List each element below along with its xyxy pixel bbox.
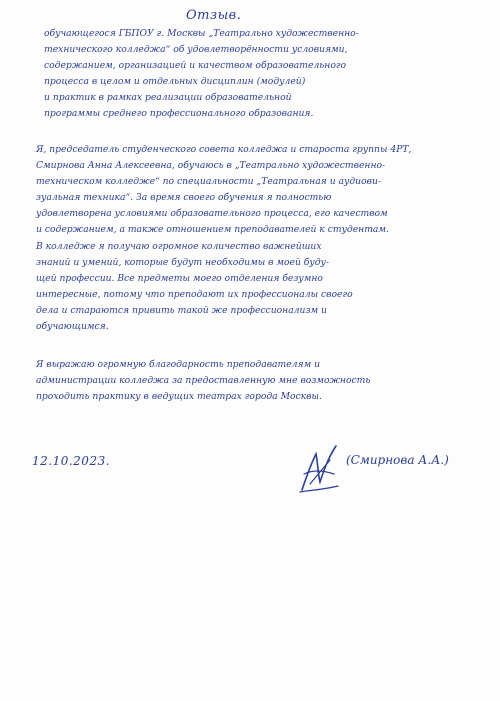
text-line: дела и стараются привить такой же профессионализм и	[36, 304, 327, 316]
text-line: щей профессии. Все предметы моего отделения безумно	[36, 272, 323, 284]
text-line: администрации колледжа за предоставленную мне возможность	[36, 375, 371, 387]
text-line: зуальная техника“. За время своего обучения я полностью	[36, 192, 332, 204]
text-line: процесса в целом и отдельных дисциплин (модулей)	[44, 76, 306, 88]
text-line: Смирнова Анна Алексеевна, обучаюсь в „Театрально художественно-	[36, 160, 386, 172]
text-line: знаний и умений, которые будут необходимы в моей буду-	[36, 256, 329, 268]
text-line: технического колледжа“ об удовлетворённости условиями,	[44, 44, 348, 56]
paragraph-body	[36, 142, 411, 335]
text-line: и содержанием, а также отношением преподавателей к студентам.	[36, 224, 389, 236]
text-line: обучающегося ГБПОУ г. Москвы „Театрально художественно-	[44, 28, 359, 39]
text-line: интересные, потому что преподают их профессионалы своего	[36, 288, 353, 300]
document-date: 12.10.2023.	[32, 454, 111, 468]
paragraph-gratitude	[36, 357, 370, 405]
text-line: обучающимся.	[36, 321, 109, 333]
text-line: содержанием, организацией и качеством образовательного	[44, 60, 347, 72]
document-title: Отзыв.	[186, 8, 242, 23]
handwritten-signature	[296, 440, 342, 496]
signature-name: (Смирнова А.А.)	[346, 453, 449, 467]
paragraph-intro	[44, 26, 359, 123]
text-line: программы среднего профессионального образования.	[44, 108, 314, 120]
text-line: техническом колледже“ по специальности „Театральная и аудиови-	[36, 176, 381, 188]
text-line: удовлетворена условиями образовательного процесса, его качеством	[36, 208, 388, 220]
text-line: проходить практику в ведущих театрах города Москвы.	[36, 391, 322, 403]
text-line: Я выражаю огромную благодарность преподавателям и	[36, 359, 321, 370]
text-line: Я, председатель студенческого совета колледжа и староста группы 4РТ,	[36, 144, 412, 155]
text-line: В колледже я получаю огромное количество важнейших	[36, 240, 322, 252]
text-line: и практик в рамках реализации образовательной	[44, 92, 292, 104]
